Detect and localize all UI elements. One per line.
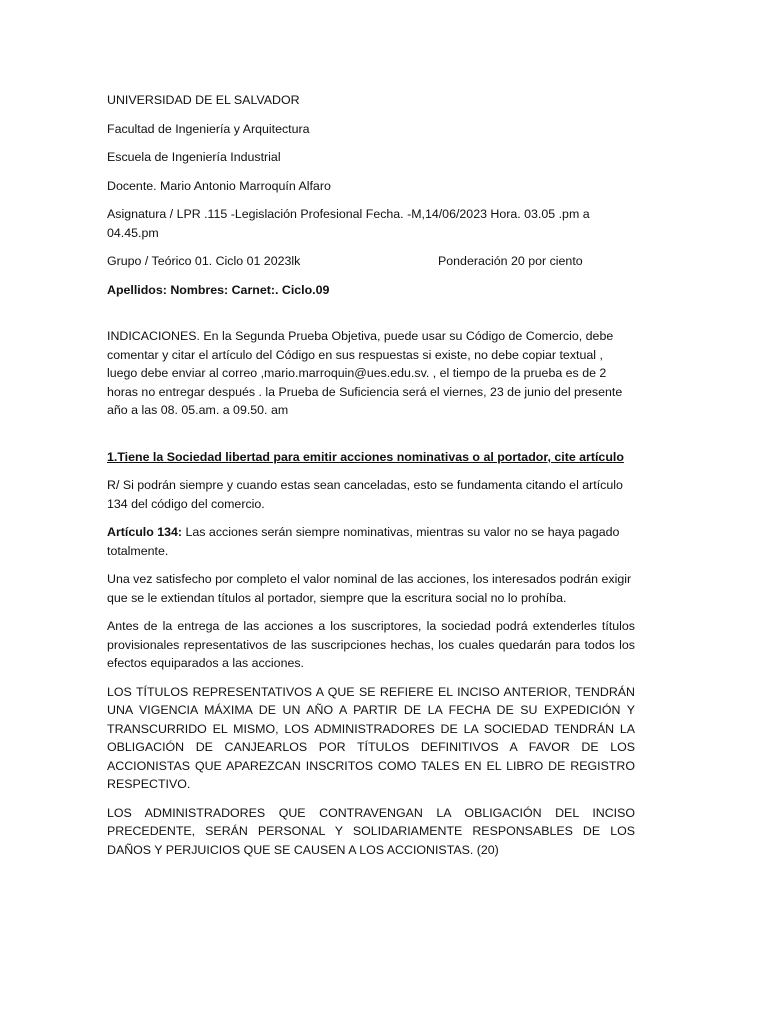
student-fields: Apellidos: Nombres: Carnet:. Ciclo.09 <box>107 282 330 297</box>
question-1-title: 1.Tiene la Sociedad libertad para emitir acciones nominativas o al portador, cite artículo <box>107 449 624 464</box>
question-1-answer: R/ Si podrán siempre y cuando estas sean canceladas, esto se fundamenta citando el artículo 134 del código del comercio. <box>107 478 623 511</box>
spacer <box>107 430 635 448</box>
group-row <box>107 252 635 271</box>
article-paragraph-4: LOS TÍTULOS REPRESENTATIVOS A QUE SE REFIERE EL INCISO ANTERIOR, TENDRÁN UNA VIGENCIA MÁXIMA DE UN AÑO A PARTIR DE LA FECHA DE SU EXPEDICIÓN Y TRANSCURRIDO EL MISMO, LOS ADMINISTRADORES DE LA SOCIEDAD TENDRÁN LA OBLIGACIÓN DE CANJEARLOS POR TÍTULOS DEFINITIVOS A FAVOR DE LOS ACCIONISTAS QUE APAREZCAN INSCRITOS COMO TALES EN EL LIBRO DE REGISTRO RESPECTIVO. <box>107 684 635 791</box>
subject-line: Asignatura / LPR .115 -Legislación Profesional Fecha. -M,14/06/2023 Hora. 03.05 .pm a 04.45.pm <box>107 207 590 240</box>
article-paragraph-3: Antes de la entrega de las acciones a los suscriptores, la sociedad podrá extenderles títulos provisionales representativos de las suscripciones hechas, los cuales quedarán para todos los efectos equiparados a las acciones. <box>107 619 635 670</box>
group-label: Grupo / Teórico 01. Ciclo 01 2023lk <box>107 254 301 268</box>
weight-label: Ponderación 20 por ciento <box>438 254 583 268</box>
article-label: Artículo 134: <box>107 525 183 539</box>
teacher-name: Docente. Mario Antonio Marroquín Alfaro <box>107 178 331 193</box>
article-text: Las acciones serán siempre nominativas, mientras su valor no se haya pagado totalmente. <box>107 525 620 558</box>
instructions-paragraph: INDICACIONES. En la Segunda Prueba Objetiva, puede usar su Código de Comercio, debe comentar y citar el artículo del Código en sus respuestas si existe, no debe copiar textual , luego debe enviar al correo ,mario.marroquin@ues.edu.sv. , el tiempo de la prueba es de 2 horas no entregar después . la Prueba de Suficiencia será el viernes, 23 de junio del presente año a las 08. 05.am. a 09.50. am <box>107 329 623 417</box>
document-page <box>107 91 635 869</box>
article-134-paragraph <box>107 523 635 560</box>
article-paragraph-5: LOS ADMINISTRADORES QUE CONTRAVENGAN LA OBLIGACIÓN DEL INCISO PRECEDENTE, SERÁN PERSONAL Y SOLIDARIAMENTE RESPONSABLES DE LOS DAÑOS Y PERJUICIOS QUE SE CAUSEN A LOS ACCIONISTAS. (20) <box>107 805 635 857</box>
school-name: Escuela de Ingeniería Industrial <box>107 150 281 164</box>
article-paragraph-2: Una vez satisfecho por completo el valor nominal de las acciones, los interesados podrán exigir que se le extiendan títulos al portador, siempre que la escritura social no lo prohíba. <box>107 572 632 605</box>
spacer <box>107 309 635 327</box>
university-name: UNIVERSIDAD DE EL SALVADOR <box>107 93 300 107</box>
faculty-name: Facultad de Ingeniería y Arquitectura <box>107 121 310 136</box>
